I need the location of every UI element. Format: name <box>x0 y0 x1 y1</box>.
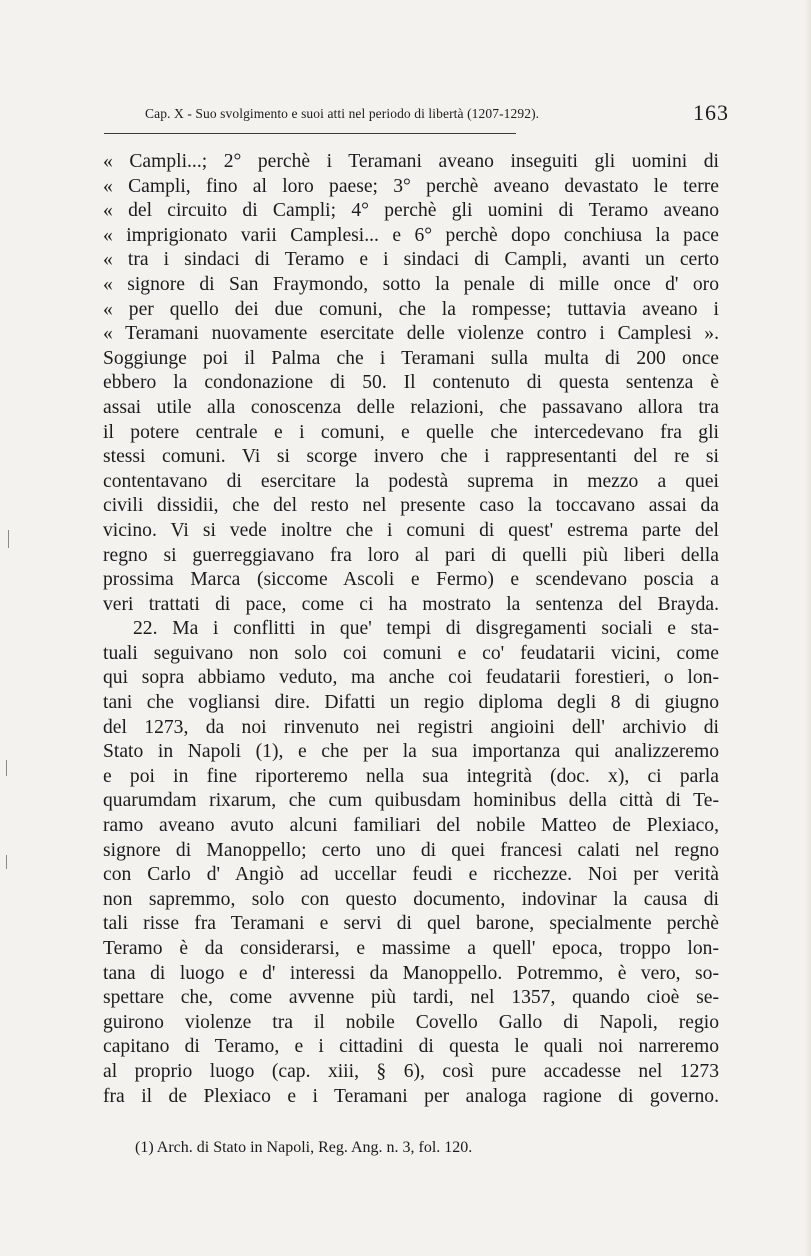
text-line: al proprio luogo (cap. xiii, § 6), così pure accadesse nel 1273 <box>103 1060 719 1082</box>
text-line: capitano di Teramo, e i cittadini di questa le quali noi narreremo <box>103 1036 719 1058</box>
text-line: tuali seguivano non solo coi comuni e co' feudatarii vicini, come <box>103 642 719 664</box>
text-line: ebbero la condonazione di 50. Il contenuto di questa sentenza è <box>103 372 719 394</box>
text-line: guirono violenze tra il nobile Covello Gallo di Napoli, regio <box>103 1011 719 1033</box>
header-rule <box>104 133 516 134</box>
text-line: non sapremmo, solo con questo documento, indovinar la causa di <box>103 888 719 910</box>
text-line: « Teramani nuovamente esercitate delle violenze contro i Camplesi ». <box>103 323 719 345</box>
margin-scratch <box>8 530 9 548</box>
text-line: fra il de Plexiaco e i Teramani per analoga ragione di governo. <box>103 1085 719 1107</box>
text-line: regno si guerreggiavano fra loro al pari di quelli più liberi della <box>103 544 719 566</box>
chapter-header-title: Cap. X - Suo svolgimento e suoi atti nel periodo di libertà (1207-1292). <box>145 106 540 121</box>
text-line-italic: quarumdam rixarum, che cum quibusdam hominibus della città di Te- <box>103 790 719 812</box>
running-head <box>103 100 729 130</box>
paragraph-start-line: 22. Ma i conflitti in que' tempi di disgregamenti sociali e sta- <box>133 618 719 640</box>
text-line: civili dissidii, che del resto nel presente caso la toccavano assai da <box>103 495 719 517</box>
text-line: contentavano di esercitare la podestà suprema in mezzo a quei <box>103 470 719 492</box>
text-line: signore di Manoppello; certo uno di quei francesi calati nel regno <box>103 839 719 861</box>
text-line: tali risse fra Teramani e servi di quel barone, specialmente perchè <box>103 913 719 935</box>
text-line: spettare che, come avvenne più tardi, nel 1357, quando cioè se- <box>103 987 719 1009</box>
text-line: « Campli...; 2° perchè i Teramani aveano inseguiti gli uomini di <box>103 151 719 172</box>
text-line: « tra i sindaci di Teramo e i sindaci di Campli, avanti un certo <box>103 249 719 271</box>
page-number: 163 <box>693 100 729 125</box>
text-line: Teramo è da considerarsi, e massime a quell' epoca, troppo lon- <box>103 938 719 959</box>
text-line: veri trattati di pace, come ci ha mostrato la sentenza del Brayda. <box>103 593 719 615</box>
margin-scratch <box>6 855 7 869</box>
text-line: con Carlo d' Angiò ad uccellar feudi e ricchezze. Noi per verità <box>103 864 719 886</box>
margin-scratch <box>6 760 7 776</box>
text-line: Soggiunge poi il Palma che i Teramani sulla multa di 200 once <box>103 347 719 369</box>
text-line: « Campli, fino al loro paese; 3° perchè aveano devastato le terre <box>103 175 719 197</box>
text-line: vicino. Vi si vede inoltre che i comuni di quest' estrema parte del <box>103 519 719 541</box>
text-line: Stato in Napoli (1), e che per la sua importanza qui analizzeremo <box>103 741 719 763</box>
text-line: qui sopra abbiamo veduto, ma anche coi feudatarii forestieri, o lon- <box>103 667 719 689</box>
text-line: e poi in fine riporteremo nella sua integrità (doc. x), ci parla <box>103 765 719 787</box>
text-line: « imprigionato varii Camplesi... e 6° perchè dopo conchiusa la pace <box>103 224 719 246</box>
text-line: prossima Marca (siccome Ascoli e Fermo) e scendevano poscia a <box>103 569 719 591</box>
page-edge <box>805 0 811 1256</box>
text-line: del 1273, da noi rinvenuto nei registri angioini dell' archivio di <box>103 716 719 738</box>
text-line: « per quello dei due comuni, che la rompesse; tuttavia aveano i <box>103 298 719 320</box>
text-line: « signore di San Fraymondo, sotto la penale di mille once d' oro <box>103 273 719 295</box>
text-line: stessi comuni. Vi si scorge invero che i rappresentanti del re si <box>103 446 719 468</box>
footnote: (1) Arch. di Stato in Napoli, Reg. Ang. n. 3, fol. 120. <box>135 1139 473 1156</box>
text-line: ramo aveano avuto alcuni familiari del nobile Matteo de Plexiaco, <box>103 815 719 837</box>
text-line: « del circuito di Campli; 4° perchè gli uomini di Teramo aveano <box>103 200 719 222</box>
text-line: il potere centrale e i comuni, e quelle che intercedevano fra gli <box>103 421 719 443</box>
text-line: assai utile alla conoscenza delle relazioni, che passavano allora tra <box>103 396 719 418</box>
text-line: tani che vogliansi dire. Difatti un regio diploma degli 8 di giugno <box>103 692 719 714</box>
text-line: tana di luogo e d' interessi da Manoppello. Potremmo, è vero, so- <box>103 962 719 984</box>
body-text <box>103 150 719 1109</box>
